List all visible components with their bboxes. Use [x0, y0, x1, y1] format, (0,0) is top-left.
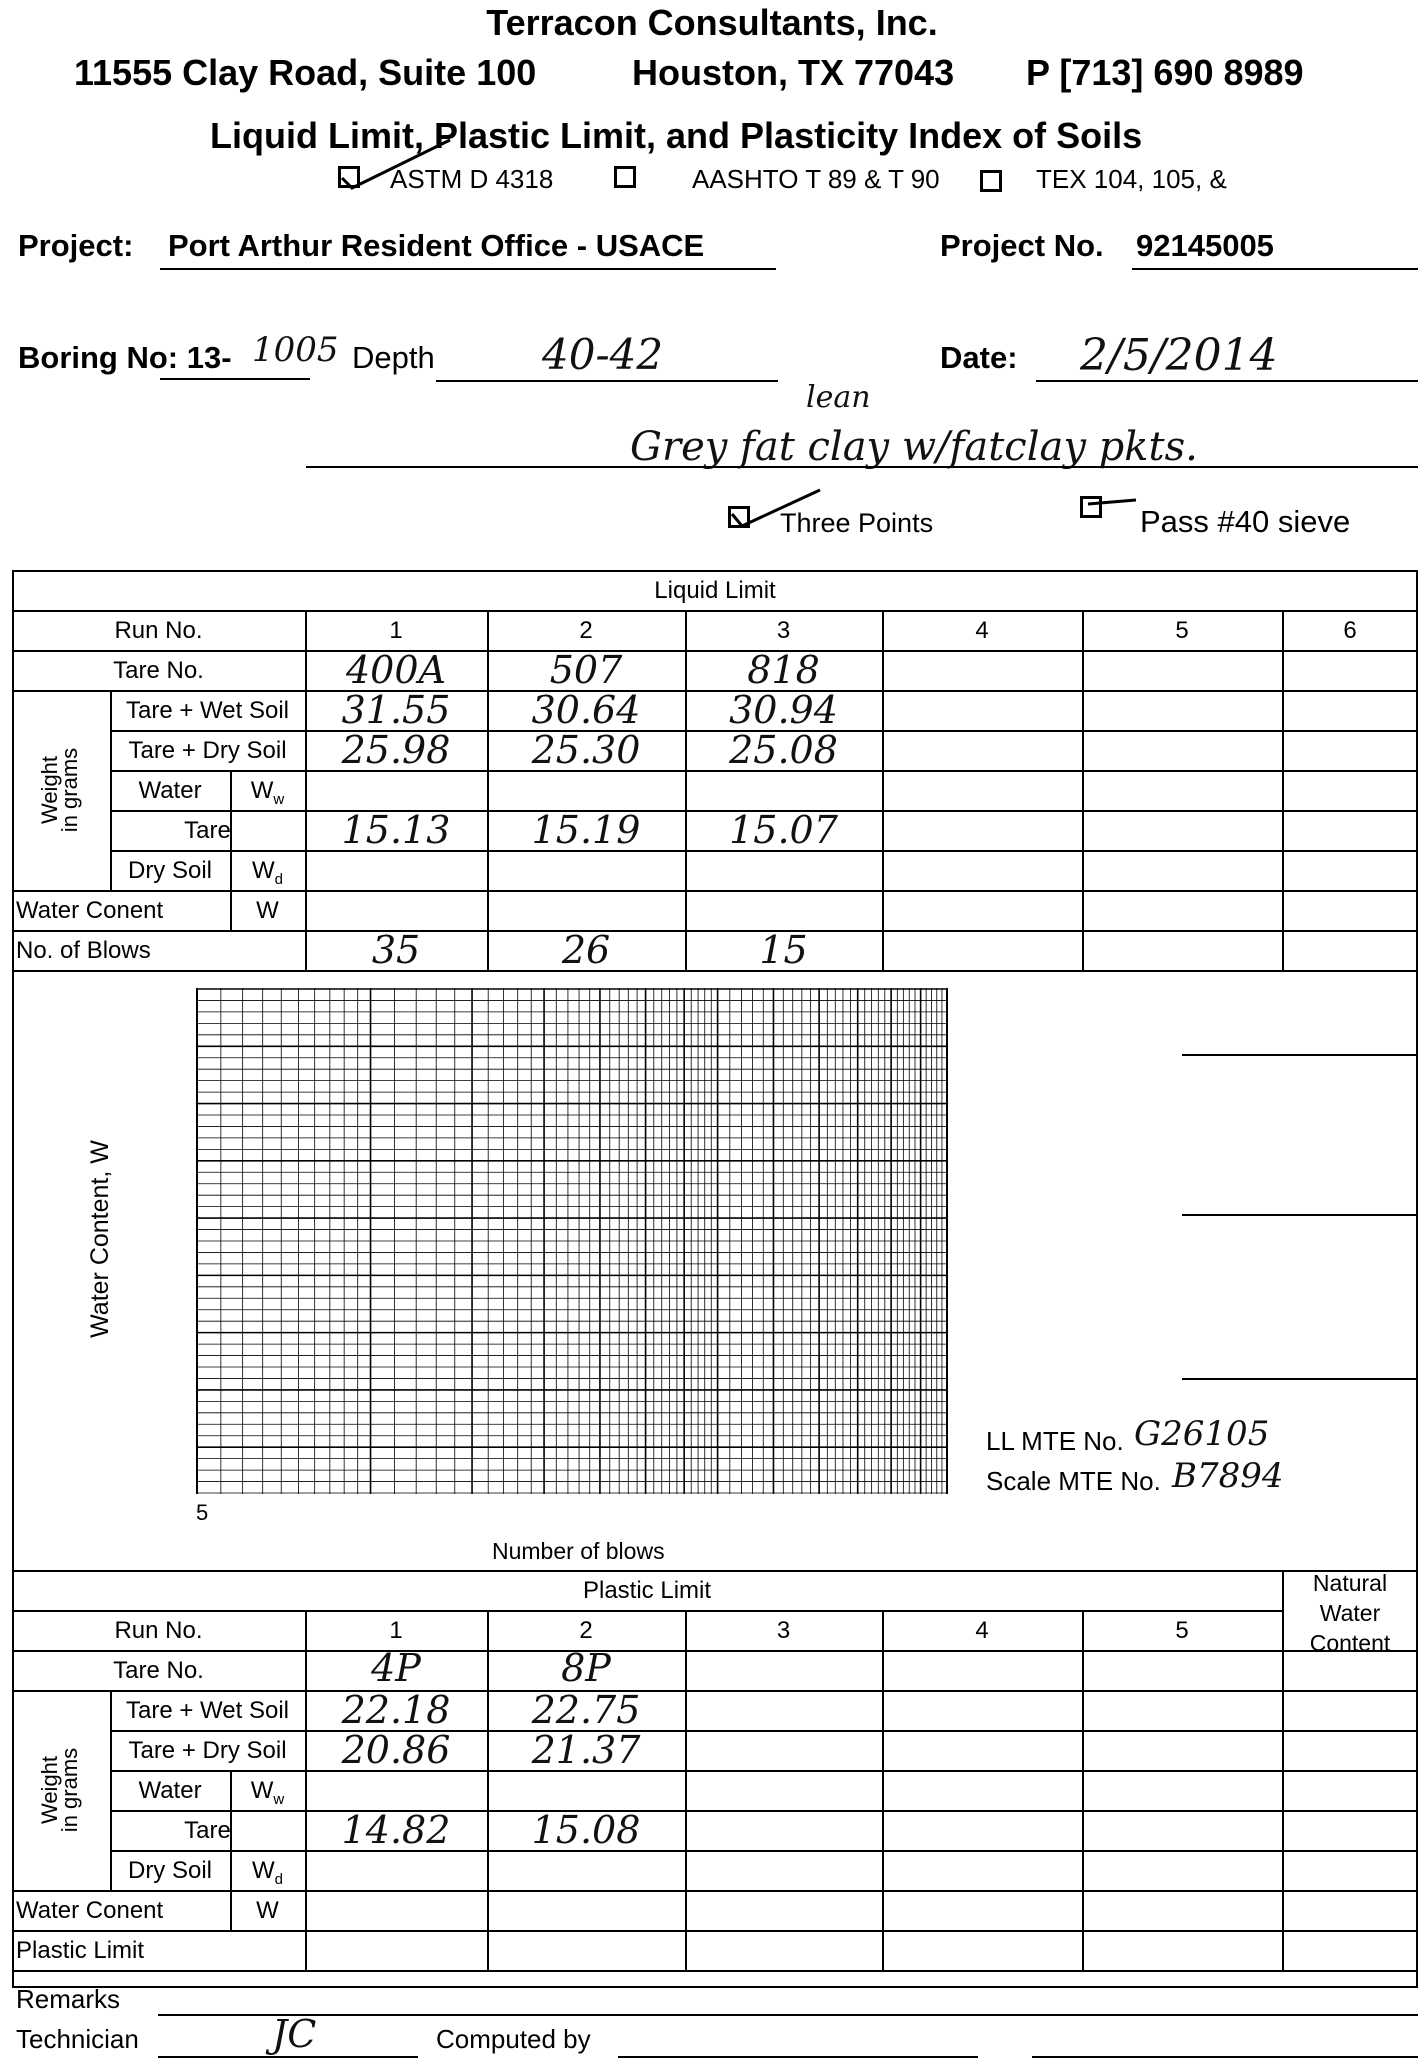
pl-tare-wet-2: 22.75	[531, 1688, 641, 1732]
project-number-label: Project No.	[940, 228, 1104, 263]
pl-water-label: Water	[138, 1777, 202, 1804]
pl-tare-dry-1: 20.86	[341, 1728, 451, 1772]
pass40-label: Pass #40 sieve	[1140, 504, 1351, 539]
ll-run-5: 5	[1175, 617, 1189, 644]
ll-tare-dry-3: 25.08	[729, 728, 838, 772]
ll-run-4: 4	[975, 617, 989, 644]
natural-water-content-header: Natural Water Content	[1309, 1570, 1391, 1656]
ll-w-label: W	[256, 897, 279, 924]
chart-x-start: 5	[196, 1500, 209, 1525]
pl-tare-1: 14.82	[341, 1808, 451, 1852]
pl-run-2: 2	[579, 1617, 593, 1644]
computed-by-label: Computed by	[436, 2024, 591, 2054]
pl-tare-2: 15.08	[531, 1808, 641, 1852]
ll-run-6: 6	[1343, 617, 1357, 644]
ll-mte-label: LL MTE No.	[986, 1426, 1124, 1456]
ll-run-label: Run No.	[114, 617, 203, 644]
ll-water-content-label: Water Conent	[16, 897, 164, 924]
ll-tare-wet-3: 30.94	[729, 688, 838, 732]
chart-ylabel: Water Content, W	[86, 1140, 114, 1338]
company-phone: P [713] 690 8989	[1026, 52, 1304, 93]
ll-tare-label: Tare	[184, 817, 231, 844]
ll-weight-label: Weight in grams	[37, 747, 82, 833]
ll-blows-1: 35	[371, 928, 421, 972]
ll-tare-no-1: 400A	[346, 648, 446, 692]
project-label: Project:	[18, 228, 134, 263]
ll-tare-no-3: 818	[747, 648, 820, 692]
depth-value: 40-42	[542, 330, 664, 379]
soil-description: Grey fat clay w/fatclay pkts.	[630, 424, 1198, 470]
date-label: Date:	[940, 340, 1018, 375]
chart-xlabel: Number of blows	[492, 1538, 665, 1564]
ll-mte-value: G26105	[1134, 1414, 1270, 1454]
pl-tare-no-label: Tare No.	[113, 1657, 204, 1684]
pl-tare-label: Tare	[184, 1817, 231, 1844]
tex-label: TEX 104, 105, &	[1036, 164, 1227, 194]
pl-weight-label: Weight in grams	[37, 1747, 82, 1833]
liquid-limit-title: Liquid Limit	[654, 577, 776, 604]
pl-run-3: 3	[776, 1617, 791, 1644]
ll-tare-wet-label: Tare + Wet Soil	[126, 697, 289, 724]
pl-tare-wet-label: Tare + Wet Soil	[126, 1697, 289, 1724]
ll-tare-wet-1: 31.55	[341, 688, 451, 732]
astm-label: ASTM D 4318	[390, 164, 554, 194]
pl-tare-dry-2: 21.37	[531, 1728, 641, 1772]
ll-tare-2: 15.19	[531, 808, 641, 852]
scale-mte-label: Scale MTE No.	[986, 1466, 1161, 1496]
pl-run-4: 4	[975, 1617, 989, 1644]
ll-tare-dry-1: 25.98	[341, 728, 451, 772]
pl-tare-dry-label: Tare + Dry Soil	[128, 1737, 287, 1764]
ll-tare-wet-2: 30.64	[531, 688, 641, 732]
company-city: Houston, TX 77043	[632, 52, 955, 93]
pl-tare-no-2: 8P	[561, 1646, 611, 1690]
remarks-label: Remarks	[16, 1984, 121, 2014]
technician-label: Technician	[16, 2024, 139, 2054]
three-points-label: Three Points	[780, 508, 934, 538]
pl-run-5: 5	[1175, 1617, 1189, 1644]
ll-run-1: 1	[389, 617, 403, 644]
ll-water-label: Water	[138, 777, 202, 804]
pl-ww-label: $W_w$	[250, 1777, 285, 1808]
ll-dry-label: Dry Soil	[127, 857, 212, 884]
ll-tare-dry-2: 25.30	[531, 728, 641, 772]
scale-mte-value: B7894	[1172, 1456, 1284, 1496]
ll-tare-no-2: 507	[549, 648, 623, 692]
pl-wd-label: $W_d$	[252, 1857, 283, 1888]
aashto-label: AASHTO T 89 & T 90	[692, 164, 940, 194]
form-title: Liquid Limit, Plastic Limit, and Plasticity Index of Soils	[210, 115, 1143, 156]
ll-run-3: 3	[776, 617, 791, 644]
aashto-checkbox[interactable]	[614, 166, 636, 188]
plastic-limit-title: Plastic Limit	[582, 1577, 712, 1604]
ll-blows-2: 26	[561, 928, 611, 972]
ll-tare-1: 15.13	[341, 808, 451, 852]
tex-checkbox[interactable]	[980, 170, 1002, 192]
pl-dry-label: Dry Soil	[127, 1857, 212, 1884]
pl-tare-no-1: 4P	[371, 1646, 421, 1690]
technician-value: JC	[272, 2012, 317, 2056]
ll-blows-3: 15	[759, 928, 808, 972]
ll-wd-label: $W_d$	[252, 857, 283, 888]
ll-tare-no-label: Tare No.	[113, 657, 204, 684]
ll-ww-label: $W_w$	[250, 777, 285, 808]
company-name: Terracon Consultants, Inc.	[486, 2, 938, 43]
pl-water-content-label: Water Conent	[16, 1897, 164, 1924]
chart-grid	[196, 988, 948, 1494]
ll-tare-dry-label: Tare + Dry Soil	[128, 737, 287, 764]
description-above: lean	[806, 380, 871, 415]
project-name: Port Arthur Resident Office - USACE	[168, 228, 705, 263]
pl-run-1: 1	[389, 1617, 403, 1644]
date-value: 2/5/2014	[1080, 330, 1278, 381]
ll-tare-3: 15.07	[729, 808, 838, 852]
boring-number: 1005	[252, 330, 339, 370]
company-address: 11555 Clay Road, Suite 100	[74, 52, 537, 93]
check-mark-icon	[1080, 490, 1140, 520]
boring-label: Boring No: 13-	[18, 340, 232, 375]
pl-plastic-limit-label: Plastic Limit	[16, 1937, 145, 1964]
ll-run-2: 2	[579, 617, 593, 644]
pl-w-label: W	[256, 1897, 279, 1924]
pl-run-label: Run No.	[114, 1617, 203, 1644]
pl-tare-wet-1: 22.18	[341, 1688, 451, 1732]
ll-blows-label: No. of Blows	[16, 937, 151, 964]
depth-label: Depth	[352, 340, 435, 375]
project-number: 92145005	[1136, 228, 1274, 263]
